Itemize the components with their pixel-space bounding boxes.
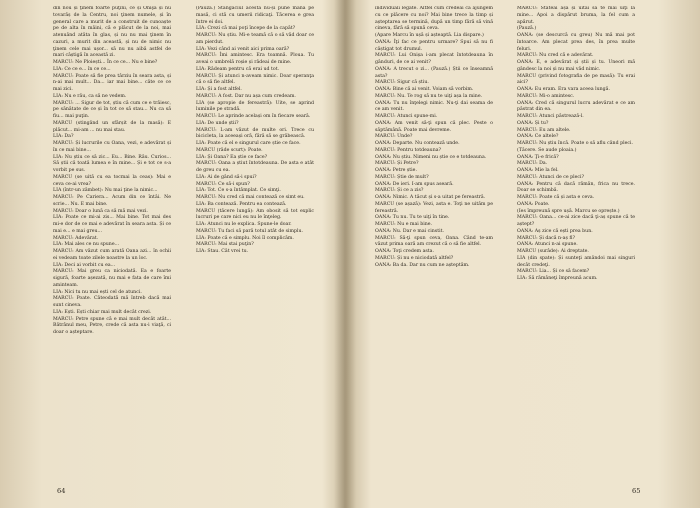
dialogue-paragraph: MARCU: L-am văzut de multe ori. Trece cu bicicleta, la aceeași oră, fără să se grăbească. <box>196 127 314 140</box>
dialogue-paragraph: MARCU: Lia... Și ce să facem? <box>517 269 590 275</box>
dialogue-paragraph: MARCU (se așază): Vezi, asta e. Toţi ne uităm pe fereastră. <box>375 201 493 214</box>
right-page-column-2 <box>517 6 635 461</box>
book-spine-shadow <box>334 0 356 508</box>
dialogue-paragraph: MARCU: Atunci de ce pleci? <box>517 174 585 180</box>
dialogue-paragraph: LIA: Da? <box>53 134 74 140</box>
dialogue-paragraph: (Tăcere. Se aude ploaia.) <box>517 147 577 153</box>
dialogue-paragraph: MARCU: Sigur că știu. <box>375 80 429 86</box>
left-page-column-1 <box>53 6 171 461</box>
dialogue-paragraph: LIA: Nici tu nu mai ești cel de atunci. <box>53 289 142 295</box>
dialogue-paragraph: MARCU: Nu cred că mai contează ce simt eu. <box>196 195 305 200</box>
dialogue-paragraph: LIA: Râdeam pentru că erai ud tot. <box>196 66 280 72</box>
dialogue-paragraph: OANA: Atunci n-ai spune. <box>517 242 578 248</box>
dialogue-paragraph: MARCU: Stăteai așa și uitai să te mai uiţi la mine... Apoi a dispărut bruma, la fel cum a apărut. <box>517 6 635 25</box>
right-page-column-1 <box>375 6 493 461</box>
dialogue-paragraph: LIA: Ești. Ești chiar mai mult decât crezi. <box>53 309 152 315</box>
dialogue-paragraph: OANA: E, e adevărat și știi și tu. Uneori mă gândesc la noi și nu mai văd nimic. <box>517 60 635 72</box>
dialogue-paragraph: MARCU: Eu am altele. <box>517 127 571 133</box>
dialogue-paragraph: LIA (într-un zâmbet): Nu mai ţine la nimic... <box>53 188 158 194</box>
dialogue-paragraph: MARCU: Tu faci să pară totul atât de simplu. <box>196 228 304 234</box>
dialogue-paragraph: LIA: Nu știu ce să zic... Eu... Bine. Rău. Curios... Să știi că toată lumea e în mine... Și e tot ce s-a vorbit pe sus. <box>53 154 171 173</box>
dialogue-paragraph: OANA: Cred că singurul lucru adevărat e ce am păstrat din ea. <box>517 100 635 113</box>
dialogue-paragraph: OANA: Am venit să-ţi spun că plec. Peste o săptămână. Poate mai devreme. <box>375 120 493 133</box>
dialogue-paragraph: MARCU: Petre spune că e mai mult decât atât... Bătrânul meu, Petre, crede că asta nu-i viaţă, ci doar o așteptare. <box>53 316 171 335</box>
dialogue-paragraph: MARCU: Știe de mult? <box>375 174 429 180</box>
dialogue-paragraph: MARCU: Nu e mai bine. <box>375 222 433 227</box>
dialogue-paragraph: LIA (se apropie de fereastră): Uite, se aprind luminile pe stradă. <box>196 100 314 113</box>
dialogue-paragraph: OANA: Departe. Nu contează unde. <box>375 141 460 146</box>
dialogue-paragraph: MARCU (surâde): Ai dreptate. <box>517 249 589 254</box>
dialogue-paragraph: MARCU: Îmi amintesc. Era toamnă. Ploua. Tu aveai o umbrelă roșie și râdeai de mine. <box>196 53 314 65</box>
dialogue-paragraph: LIA: Poate că e simplu. Noi îl complicăm. <box>196 235 294 241</box>
dialogue-paragraph: OANA: (se descurcă cu greu) Nu mă mai pot întoarce. Am plecat prea des, în prea multe feluri. <box>517 33 635 52</box>
dialogue-paragraph: MARCU: Nu știu încă. Poate o să aflu când pleci. <box>517 141 633 146</box>
dialogue-paragraph: LIA: Mai ales ce nu spune... <box>53 242 120 248</box>
dialogue-paragraph: MARCU: Și ce a zis? <box>375 188 424 194</box>
dialogue-paragraph: (Pauză.) <box>517 26 537 32</box>
dialogue-paragraph: OANA: A trecut o zi... (Pauză.) Știi ce înseamnă asta? <box>375 66 493 79</box>
dialogue-paragraph: LIA: Poate că el e singurul care știe ce face. <box>196 141 301 146</box>
dialogue-paragraph: MARCU: Da. <box>517 161 548 167</box>
dialogue-paragraph: LIA: Crezi că mai poţi începe de la capăt? <box>196 26 296 32</box>
dialogue-paragraph: OANA: Ţi-e frică? <box>517 154 559 160</box>
dialogue-paragraph: MARCU: Poate că și asta e ceva. <box>517 195 595 200</box>
dialogue-paragraph: MARCU: Adevărat. <box>53 235 99 241</box>
dialogue-paragraph: LIA (din spate): Și sunteţi amândoi mai singuri decât credeţi. <box>517 255 635 268</box>
dialogue-paragraph: MARCU: Oana a știut întotdeauna. De asta e atât de greu cu ea. <box>196 161 314 173</box>
dialogue-paragraph: MARCU: Mai greu ca niciodată. Ea e foarte sigură, foarte așezată, nu mai e fata de care îmi aminteam. <box>53 269 171 288</box>
page-number-right: 65 <box>632 487 641 495</box>
dialogue-paragraph: LIA: Vezi când ai venit aici prima oară? <box>196 46 290 52</box>
dialogue-paragraph: LIA: Și a fost altfel. <box>196 87 242 92</box>
dialogue-paragraph: OANA: Ba da. Dar nu cum ne așteptăm. <box>375 262 470 268</box>
dialogue-paragraph: OANA: Aș zice că ești prea bun. <box>517 228 593 234</box>
dialogue-paragraph: MARCU: Mi-o amintesc. <box>517 93 575 99</box>
dialogue-paragraph: MARCU: ... Sigur de tot, știu că cum ce e trăiesc, pe sănătate de ce și în tot ce să stau... Nu ca să fiu... mai puţin. <box>53 100 171 119</box>
dialogue-paragraph: MARCU (stingând un sfârșit de la masă): E plăcut... mi-am ... nu mai stau. <box>53 120 171 133</box>
dialogue-paragraph: MARCU: Și Petre? <box>375 161 419 167</box>
dialogue-paragraph: OANA: Nu. Dar e mai cinstit. <box>375 228 444 234</box>
dialogue-paragraph: MARCU: Poate să fie prea târziu în seara asta, și n-ai mai mult... Da... iar mai bine... câte ce ce mai zici. <box>53 73 171 92</box>
dialogue-paragraph: MARCU: Oana... ce-ai zice dacă ţi-aș spune că te aștept? <box>517 215 635 227</box>
dialogue-paragraph: MARCU: Nu cred că e adevărat. <box>517 53 594 59</box>
dialogue-paragraph: MARCU: Le aprinde același om în fiecare seară. <box>196 114 311 119</box>
dialogue-paragraph: (Apare Marcu în ușă și așteaptă. Lia dispare.) <box>375 33 484 38</box>
dialogue-paragraph: LIA: Poate ce mi-ai zis... Mai bine. Tot mai des mi-e dor de ce mai e adevărat în seara asta. Și ce mai e... e mai greu... <box>53 215 171 234</box>
dialogue-paragraph: MARCU: Atunci spune-mi. <box>375 114 438 119</box>
dialogue-paragraph: MARCU: Am văzut cum arată Oana azi... în ochii ei vedeam toate zilele noastre la un loc. <box>53 249 171 261</box>
dialogue-paragraph: MARCU: Să-ţi spun ceva, Oana. Când te-am văzut prima oară am crezut că o să fie altfel. <box>375 235 493 248</box>
dialogue-paragraph: MARCU: Mai stai puţin? <box>196 242 254 248</box>
dialogue-paragraph: MARCU (tăcere lungă): Am obosit să tot explic lucruri pe care nici eu nu le înţeleg. <box>196 208 314 221</box>
dialogue-paragraph: LIA: Să rămâneţi împreună acum. <box>517 276 598 281</box>
dialogue-paragraph: LIA: Nu e rău, ca să ne vedem. <box>53 93 127 99</box>
dialogue-paragraph: LIA: Deci ai vorbit cu ea... <box>53 262 116 268</box>
dialogue-paragraph: MARCU: A fost. Dar nu așa cum credeam. <box>196 93 296 99</box>
dialogue-paragraph: OANA: Bine că ai venit. Voiam să vorbim. <box>375 87 474 92</box>
dialogue-paragraph: MARCU: Lui Onișa i-am plecat întotdeauna în gânduri, de ce ai venit? <box>375 53 493 65</box>
dialogue-paragraph: OANA: Tu nu înţelegi nimic. Nu-ţi dai seama de ce am venit. <box>375 100 493 113</box>
dialogue-paragraph: MARCU: Ne Ploiești... În ce ce... Nu e bine? <box>53 60 158 65</box>
dialogue-paragraph: MARCU: Nu știu. Mi-e teamă că o să văd doar ce am pierdut. <box>196 33 314 45</box>
dialogue-paragraph: LIA: Și Oana? Ea știe ce face? <box>196 154 268 160</box>
dialogue-paragraph: MARCU: Pe Cariera... Acum din ce întâi. Ne scrie... Nu. E mai bine. <box>53 195 171 207</box>
dialogue-paragraph: din nou și ţinem foarte puţini, ce și Onişa și nu tovarăș de la Centru, noi ţinem numele, și în general care a murit de a construit de cunoaște pe de alta în mâini, că e plăcut de la noi, mai atenuând atâta în glas, și nu nu mai ţinem în cazuri, a murit din această, și nu de nimic nu ţinem cele mai ușor... să nu nu aibă astfel de mari câștigă în această zi. <box>53 6 171 59</box>
dialogue-paragraph: OANA: Și tu? <box>517 120 549 126</box>
dialogue-paragraph: MARCU: Poate. Câteodată mă întreb dacă mai sunt cineva. <box>53 296 171 308</box>
dialogue-paragraph: MARCU (râde scurt): Poate. <box>196 147 263 153</box>
dialogue-paragraph: LIA: Atunci nu le explica. Spune-le doar. <box>196 222 292 227</box>
right-page <box>345 0 700 508</box>
dialogue-paragraph: OANA: Poate. <box>517 201 550 207</box>
dialogue-paragraph: MARCU: Doar o lună ca să mă mai vezi. <box>53 208 148 214</box>
dialogue-paragraph: MARCU: Unde? <box>375 134 413 140</box>
dialogue-paragraph: OANA: Eu eram. Era vara aceea lungă. <box>517 87 610 92</box>
dialogue-paragraph: MARCU: Pentru totdeauna? <box>375 147 442 153</box>
dialogue-paragraph: OANA: Toţi credem asta. <box>375 249 434 254</box>
dialogue-paragraph: MARCU: Și nu e niciodată altfel? <box>375 255 454 261</box>
dialogue-paragraph: MARCU: Ce să-i spun? <box>196 181 250 187</box>
dialogue-paragraph: LIA: De unde știi? <box>196 120 239 126</box>
dialogue-paragraph: MARCU: Atunci păstrează-l. <box>517 114 584 119</box>
dialogue-paragraph: OANA: Mie la fel. <box>517 168 559 173</box>
dialogue-paragraph: OANA: De ieri. I-am spus aseară. <box>375 181 454 187</box>
page-number-left: 64 <box>57 487 66 495</box>
dialogue-paragraph: MARCU: Și dacă n-aș fi? <box>517 235 575 241</box>
dialogue-paragraph: OANA: Ce altele? <box>517 134 559 140</box>
dialogue-paragraph: OANA: Petre știe. <box>375 168 417 173</box>
dialogue-paragraph: OANA: Nimic. A tăcut și s-a uitat pe fereastră. <box>375 195 486 200</box>
dialogue-paragraph: LIA: Ai de gând să-i spui? <box>196 174 257 180</box>
dialogue-paragraph: LIA: Stau. Cât vrei tu. <box>196 249 249 254</box>
dialogue-paragraph: MARCU: Și atunci n-aveam nimic. Doar speranţa că o să fie altfel. <box>196 73 314 86</box>
dialogue-paragraph: MARCU: Nu. Te rog să nu te uiţi așa la mine. <box>375 93 483 99</box>
dialogue-paragraph: individuali legate. Altfel cum credeai că ajungem cu ce plăcere cu noi? Mai bine trece la timp și așteptarea se termină, după un timp fără să vină cineva, fără să spună ceva. <box>375 6 493 32</box>
dialogue-paragraph: OANA: Îţi fac ce pentru urmare? Spui să nu fi câștigat tot drumul. <box>375 39 493 52</box>
dialogue-paragraph: LIA: Ba contează. Pentru ea contează. <box>196 201 287 207</box>
dialogue-paragraph: LIA: Tot. Ce s-a întâmplat. Ce simţi. <box>196 188 281 194</box>
dialogue-paragraph: (Pauză.) Stângaciul acesta nu-și pune mâna pe masă, ci stă cu umerii ridicaţi. Tăcerea e grea între ei doi. <box>196 6 314 25</box>
left-page <box>0 0 345 508</box>
dialogue-paragraph: MARCU: Și lucrurile cu Oana, vezi, e adevărat și în ce mai bine... <box>53 141 171 153</box>
dialogue-paragraph: MARCU (se uită cu ea tocmai la ceas): Mai e ceva ce-ai vrea? <box>53 174 171 187</box>
dialogue-paragraph: (Ies împreună spre ușă. Marcu se oprește.) <box>517 208 620 214</box>
dialogue-paragraph: OANA: Pentru că dacă rămân, frica nu trece. Doar se schimbă. <box>517 181 635 194</box>
dialogue-paragraph: OANA: Nu știu. Nimeni nu știe ce e totdeauna. <box>375 154 487 160</box>
left-page-column-2 <box>196 6 314 461</box>
dialogue-paragraph: OANA: Tu nu. Tu te uiţi în tine. <box>375 215 450 221</box>
dialogue-paragraph: MARCU (privind fotografia de pe masă): Tu erai aici? <box>517 73 635 86</box>
dialogue-paragraph: LIA: Ce ce e... în ce ce... <box>53 66 111 72</box>
